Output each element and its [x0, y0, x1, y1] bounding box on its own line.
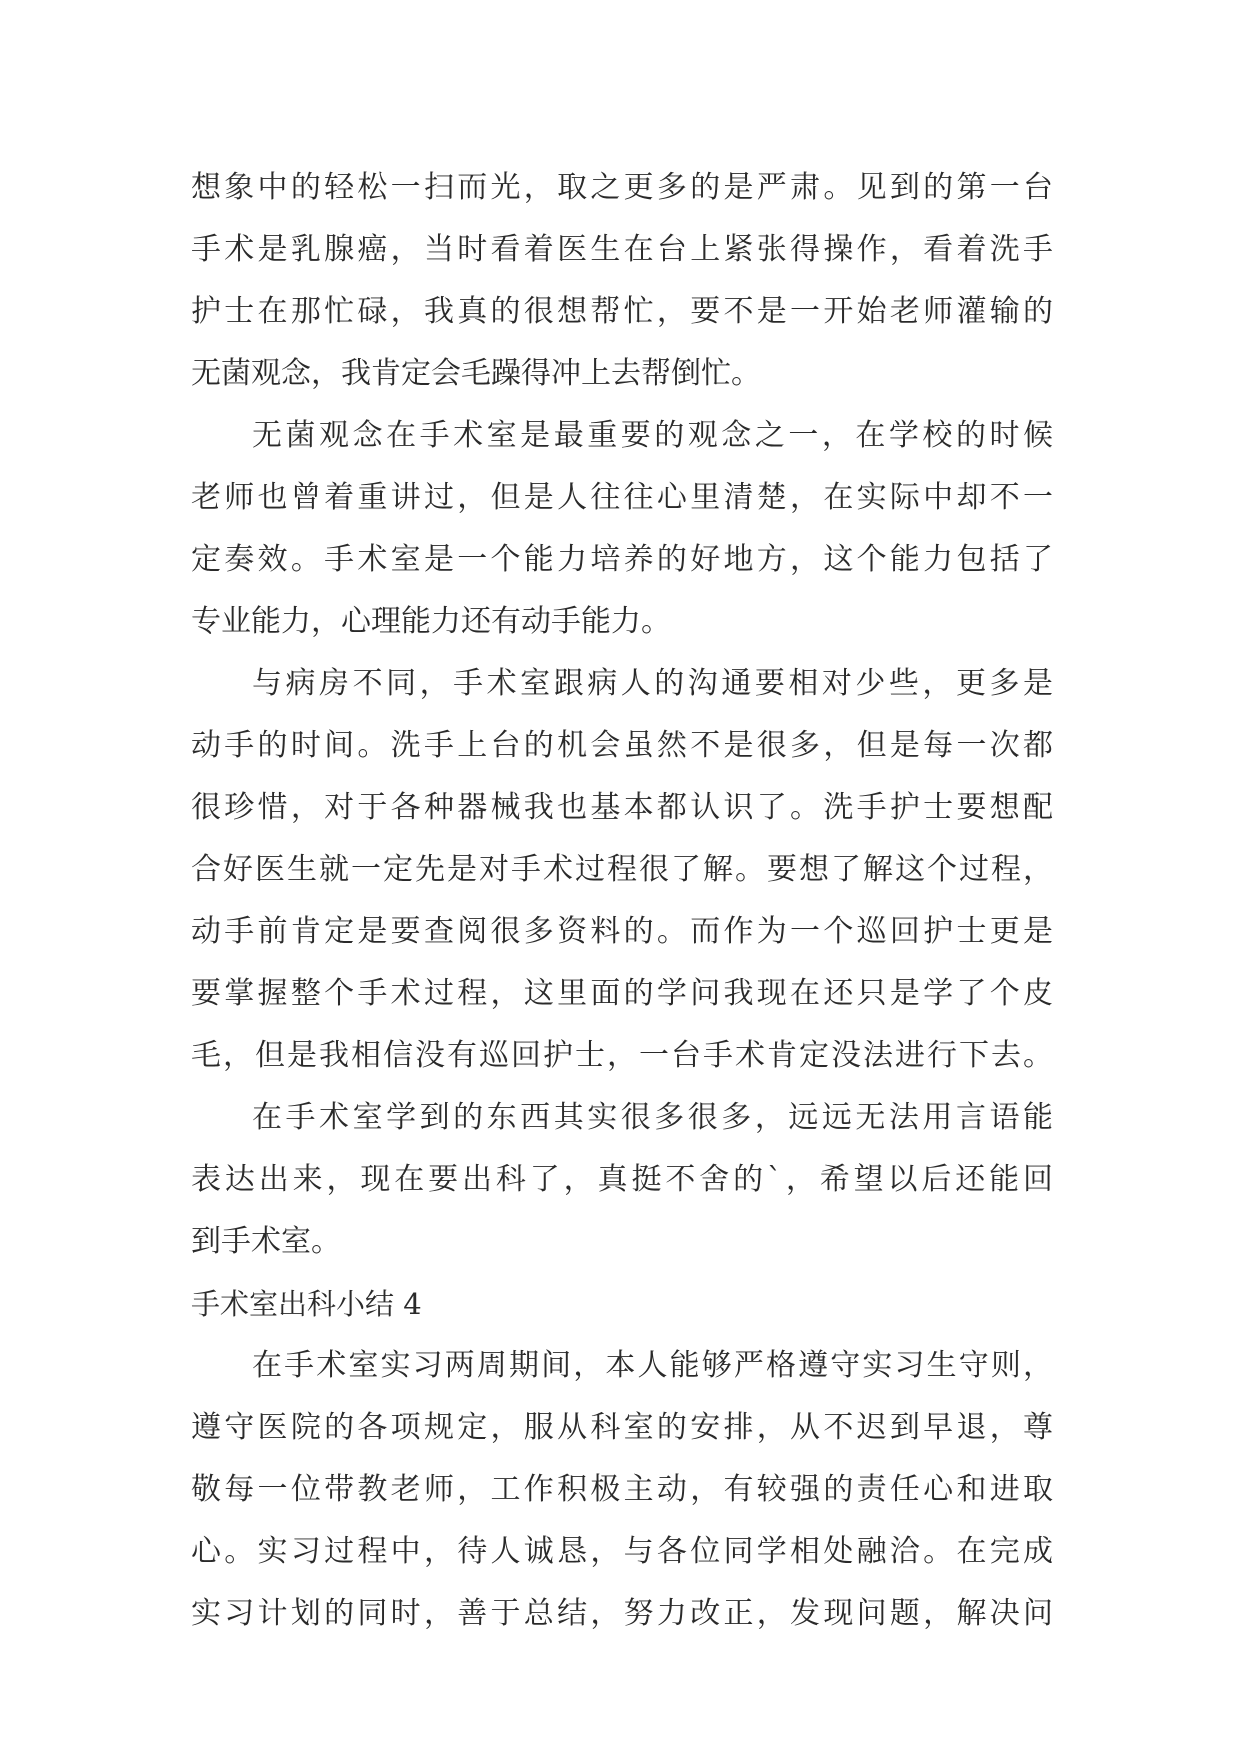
- text-line: 要掌握整个手术过程，这里面的学问我现在还只是学了个皮: [191, 976, 1053, 1011]
- paragraph: [191, 1335, 1053, 1645]
- text-line: 想象中的轻松一扫而光，取之更多的是严肃。见到的第一台: [191, 170, 1053, 205]
- text-line: 合好医生就一定先是对手术过程很了解。要想了解这个过程，: [191, 852, 1053, 887]
- text-line: 动手的时间。洗手上台的机会虽然不是很多，但是每一次都: [191, 728, 1053, 763]
- text-line: 与病房不同，手术室跟病人的沟通要相对少些，更多是: [252, 666, 1053, 701]
- text-line: 心。实习过程中，待人诚恳，与各位同学相处融洽。在完成: [191, 1534, 1053, 1569]
- document-body: [191, 157, 1053, 1645]
- text-line: 在手术室实习两周期间，本人能够严格遵守实习生守则，: [252, 1348, 1053, 1383]
- text-line: 遵守医院的各项规定，服从科室的安排，从不迟到早退，尊: [191, 1410, 1053, 1445]
- paragraph: [191, 1087, 1053, 1273]
- text-line: 到手术室。: [191, 1224, 341, 1259]
- text-line: 无菌观念，我肯定会毛躁得冲上去帮倒忙。: [191, 356, 761, 391]
- text-line: 定奏效。手术室是一个能力培养的好地方，这个能力包括了: [191, 542, 1053, 577]
- text-line: 专业能力，心理能力还有动手能力。: [191, 604, 671, 639]
- paragraph: [191, 405, 1053, 653]
- text-line: 动手前肯定是要查阅很多资料的。而作为一个巡回护士更是: [191, 914, 1053, 949]
- text-line: 无菌观念在手术室是最重要的观念之一，在学校的时候: [252, 418, 1053, 453]
- text-line: 在手术室学到的东西其实很多很多，远远无法用言语能: [252, 1100, 1053, 1135]
- text-line: 实习计划的同时，善于总结，努力改正，发现问题，解决问: [191, 1596, 1053, 1631]
- text-line: 表达出来，现在要出科了，真挺不舍的`，希望以后还能回: [191, 1162, 1053, 1197]
- text-line: 手术是乳腺癌，当时看着医生在台上紧张得操作，看着洗手: [191, 232, 1053, 267]
- text-line: 护士在那忙碌，我真的很想帮忙，要不是一开始老师灌输的: [191, 294, 1053, 329]
- paragraph: [191, 653, 1053, 1087]
- text-line: 很珍惜，对于各种器械我也基本都认识了。洗手护士要想配: [191, 790, 1053, 825]
- text-line: 毛，但是我相信没有巡回护士，一台手术肯定没法进行下去。: [191, 1038, 1053, 1073]
- paragraph: [191, 157, 1053, 405]
- text-line: 老师也曾着重讲过，但是人往往心里清楚，在实际中却不一: [191, 480, 1053, 515]
- section-heading: 手术室出科小结 4: [191, 1287, 422, 1321]
- text-line: 敬每一位带教老师，工作积极主动，有较强的责任心和进取: [191, 1472, 1053, 1507]
